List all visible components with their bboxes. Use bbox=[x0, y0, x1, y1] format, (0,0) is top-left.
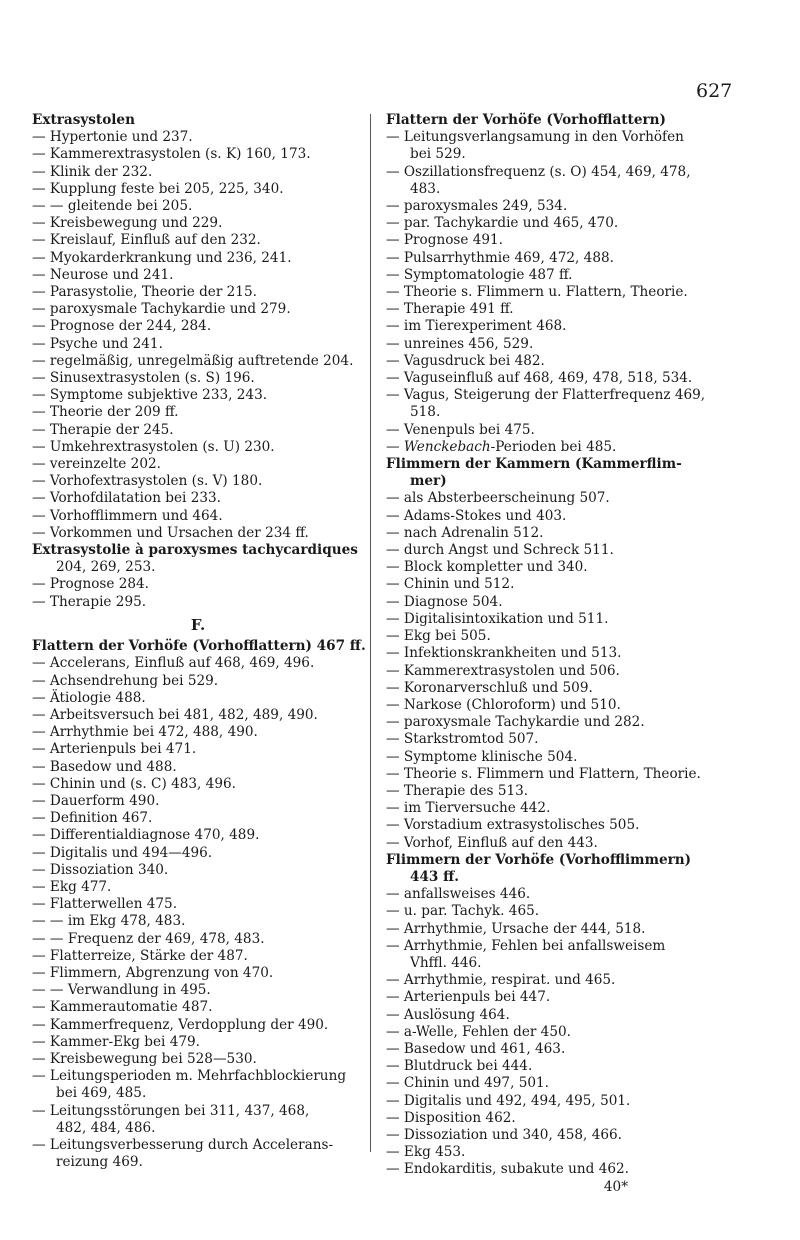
index-entry: — im Tierexperiment 468. bbox=[386, 318, 567, 335]
index-entry: — Definition 467. bbox=[32, 810, 153, 827]
index-entry: — Basedow und 461, 463. bbox=[386, 1040, 566, 1057]
index-entry: — Vorhofextrasystolen (s. V) 180. bbox=[32, 473, 263, 490]
index-heading: Extrasystolen bbox=[32, 112, 135, 128]
index-entry: — Vorhof, Einfluß auf den 443. bbox=[386, 834, 598, 851]
index-entry: — Pulsarrhythmie 469, 472, 488. bbox=[386, 249, 614, 266]
index-entry: — Kupplung feste bei 205, 225, 340. bbox=[32, 180, 284, 197]
index-entry-continuation: 518. bbox=[410, 404, 441, 421]
index-entry: — vereinzelte 202. bbox=[32, 456, 161, 473]
index-entry: — Arrhythmie bei 472, 488, 490. bbox=[32, 724, 258, 741]
index-entry: — Vorkommen und Ursachen der 234 ff. bbox=[32, 524, 309, 541]
index-heading-continuation: mer) bbox=[410, 473, 447, 490]
index-entry: — Disposition 462. bbox=[386, 1109, 516, 1126]
index-entry: — Dissoziation und 340, 458, 466. bbox=[386, 1126, 622, 1143]
index-entry: — Venenpuls bei 475. bbox=[386, 421, 535, 438]
index-entry: — Therapie der 245. bbox=[32, 421, 174, 438]
index-entry: — Theorie s. Flimmern und Flattern, Theorie. bbox=[386, 765, 701, 782]
index-entry: — — Verwandlung in 495. bbox=[32, 982, 211, 999]
index-entry: — a-Welle, Fehlen der 450. bbox=[386, 1023, 571, 1040]
index-entry: — Differentialdiagnose 470, 489. bbox=[32, 827, 260, 844]
index-heading: Flattern der Vorhöfe (Vorhofflattern) 467 ff. bbox=[32, 638, 366, 655]
index-entry: — Digitalis und 494—496. bbox=[32, 844, 213, 861]
index-entry: — anfallsweises 446. bbox=[386, 886, 531, 903]
index-entry: — Parasystolie, Theorie der 215. bbox=[32, 284, 257, 301]
index-entry: — Starkstromtod 507. bbox=[386, 731, 539, 748]
index-entry: — Umkehrextrasystolen (s. U) 230. bbox=[32, 438, 275, 455]
index-entry: — Arbeitsversuch bei 481, 482, 489, 490. bbox=[32, 706, 318, 723]
index-entry: — — im Ekg 478, 483. bbox=[32, 913, 186, 930]
index-entry: — im Tierversuche 442. bbox=[386, 800, 551, 817]
index-heading-continuation: 443 ff. bbox=[410, 868, 459, 885]
index-entry: — Chinin und (s. C) 483, 496. bbox=[32, 775, 236, 792]
index-entry: — Ekg 453. bbox=[386, 1144, 466, 1161]
index-entry: — Therapie 491 ff. bbox=[386, 301, 514, 318]
index-entry: — Psyche und 241. bbox=[32, 335, 163, 352]
index-entry: — Digitalis und 492, 494, 495, 501. bbox=[386, 1092, 631, 1109]
index-entry: — Kammer-Ekg bei 479. bbox=[32, 1033, 200, 1050]
index-entry: — Achsendrehung bei 529. bbox=[32, 672, 219, 689]
index-entry: — Infektionskrankheiten und 513. bbox=[386, 645, 622, 662]
index-entry: — Flatterwellen 475. bbox=[32, 896, 178, 913]
index-entry: — Kammerfrequenz, Verdopplung der 490. bbox=[32, 1016, 329, 1033]
index-entry: — Prognose 491. bbox=[386, 232, 503, 249]
index-entry: — Blutdruck bei 444. bbox=[386, 1058, 533, 1075]
page-number: 627 bbox=[696, 80, 733, 102]
index-entry: — durch Angst und Schreck 511. bbox=[386, 542, 614, 559]
index-entry: — Flimmern, Abgrenzung von 470. bbox=[32, 964, 274, 981]
index-entry: — Digitalisintoxikation und 511. bbox=[386, 610, 609, 627]
index-entry: — unreines 456, 529. bbox=[386, 335, 534, 352]
index-entry-continuation: 482, 484, 486. bbox=[56, 1119, 156, 1136]
index-entry: — Theorie s. Flimmern u. Flattern, Theorie. bbox=[386, 284, 688, 301]
index-entry: — Vorhofflimmern und 464. bbox=[32, 507, 223, 524]
index-entry: — paroxysmale Tachykardie und 279. bbox=[32, 301, 291, 318]
index-entry: — Wenckebach-Perioden bei 485. bbox=[386, 438, 617, 455]
index-entry: — Theorie der 209 ff. bbox=[32, 404, 179, 421]
index-entry: — Chinin und 512. bbox=[386, 576, 515, 593]
index-heading: Flimmern der Kammern (Kammerflim- bbox=[386, 456, 682, 473]
index-entry: — Adams-Stokes und 403. bbox=[386, 507, 567, 524]
index-entry: — Neurose und 241. bbox=[32, 266, 174, 283]
index-entry: — Symptome subjektive 233, 243. bbox=[32, 387, 268, 404]
index-entry: — Dauerform 490. bbox=[32, 792, 160, 809]
index-entry: — Kammerautomatie 487. bbox=[32, 999, 213, 1016]
index-entry: — Vagusdruck bei 482. bbox=[386, 352, 545, 369]
index-entry: — Kreisbewegung bei 528—530. bbox=[32, 1050, 257, 1067]
index-entry-continuation: 204, 269, 253. bbox=[56, 559, 156, 576]
index-entry: — Narkose (Chloroform) und 510. bbox=[386, 696, 621, 713]
index-entry: — Ekg 477. bbox=[32, 878, 112, 895]
index-entry-continuation: 483. bbox=[410, 180, 441, 197]
printer-signature: 40* bbox=[603, 1178, 628, 1195]
index-entry: — Kreislauf, Einfluß auf den 232. bbox=[32, 232, 261, 249]
index-entry: — Basedow und 488. bbox=[32, 758, 177, 775]
index-heading: Flimmern der Vorhöfe (Vorhofflimmern) bbox=[386, 851, 692, 868]
index-entry: — Kammerextrasystolen (s. K) 160, 173. bbox=[32, 146, 311, 163]
index-entry: — Oszillationsfrequenz (s. O) 454, 469, 478, bbox=[386, 163, 691, 180]
index-entry: — Vagus, Steigerung der Flatterfrequenz 469, bbox=[386, 387, 706, 404]
index-entry: — Therapie des 513. bbox=[386, 782, 529, 799]
index-entry: — Myokarderkrankung und 236, 241. bbox=[32, 249, 292, 266]
index-entry: — Leitungsverlangsamung in den Vorhöfen bbox=[386, 129, 684, 146]
index-column-right bbox=[386, 112, 718, 1196]
index-entry: — u. par. Tachyk. 465. bbox=[386, 903, 540, 920]
index-entry-continuation: reizung 469. bbox=[56, 1154, 143, 1171]
index-entry: — Arterienpuls bei 471. bbox=[32, 741, 197, 758]
index-heading: Extrasystolie à paroxysmes tachycardiques bbox=[32, 542, 358, 559]
index-entry: — Therapie 295. bbox=[32, 593, 147, 610]
index-entry: — Arterienpuls bei 447. bbox=[386, 989, 551, 1006]
index-entry: — Klinik der 232. bbox=[32, 163, 153, 180]
index-entry: — Block kompletter und 340. bbox=[386, 559, 588, 576]
index-entry: — Sinusextrasystolen (s. S) 196. bbox=[32, 370, 255, 387]
index-entry: — par. Tachykardie und 465, 470. bbox=[386, 215, 619, 232]
index-entry: — paroxysmale Tachykardie und 282. bbox=[386, 714, 645, 731]
index-entry: — Flatterreize, Stärke der 487. bbox=[32, 947, 248, 964]
index-entry: — nach Adrenalin 512. bbox=[386, 524, 544, 541]
index-entry: — Symptome klinische 504. bbox=[386, 748, 578, 765]
index-heading: Flattern der Vorhöfe (Vorhofflattern) bbox=[386, 112, 666, 128]
index-entry: — Prognose der 244, 284. bbox=[32, 318, 212, 335]
index-entry: — Prognose 284. bbox=[32, 576, 149, 593]
index-entry: — Leitungsstörungen bei 311, 437, 468, bbox=[32, 1102, 310, 1119]
index-column-left bbox=[32, 112, 364, 1171]
index-entry: — Kammerextrasystolen und 506. bbox=[386, 662, 620, 679]
index-entry: — Arrhythmie, Ursache der 444, 518. bbox=[386, 920, 646, 937]
index-entry: — Chinin und 497, 501. bbox=[386, 1075, 549, 1092]
index-entry: — als Absterbeerscheinung 507. bbox=[386, 490, 610, 507]
index-entry: — paroxysmales 249, 534. bbox=[386, 198, 568, 215]
index-entry: — Vorhofdilatation bei 233. bbox=[32, 490, 221, 507]
index-entry: — Koronarverschluß und 509. bbox=[386, 679, 593, 696]
index-entry: — Vaguseinfluß auf 468, 469, 478, 518, 534. bbox=[386, 370, 693, 387]
index-entry: — Endokarditis, subakute und 462. bbox=[386, 1161, 629, 1178]
column-divider bbox=[370, 114, 371, 1152]
index-entry: — Arrhythmie, Fehlen bei anfallsweisem bbox=[386, 937, 666, 954]
index-entry: — Hypertonie und 237. bbox=[32, 129, 193, 146]
index-entry: — Kreisbewegung und 229. bbox=[32, 215, 223, 232]
section-letter: F. bbox=[190, 615, 206, 634]
index-entry: — Leitungsperioden m. Mehrfachblockierung bbox=[32, 1068, 347, 1085]
index-entry: — — gleitende bei 205. bbox=[32, 198, 193, 215]
index-entry: — Vorstadium extrasystolisches 505. bbox=[386, 817, 640, 834]
index-entry: — Auslösung 464. bbox=[386, 1006, 510, 1023]
index-entry-continuation: bei 529. bbox=[410, 146, 466, 163]
index-entry: — Leitungsverbesserung durch Accelerans- bbox=[32, 1136, 334, 1153]
index-entry: — Symptomatologie 487 ff. bbox=[386, 266, 573, 283]
index-entry: — — Frequenz der 469, 478, 483. bbox=[32, 930, 265, 947]
index-entry: — Ätiologie 488. bbox=[32, 689, 146, 706]
index-entry-continuation: Vhffl. 446. bbox=[410, 954, 482, 971]
index-entry: — Ekg bei 505. bbox=[386, 628, 491, 645]
index-entry: — Arrhythmie, respirat. und 465. bbox=[386, 972, 616, 989]
index-entry-continuation: bei 469, 485. bbox=[56, 1085, 147, 1102]
index-entry: — Dissoziation 340. bbox=[32, 861, 169, 878]
index-entry: — regelmäßig, unregelmäßig auftretende 204. bbox=[32, 352, 354, 369]
index-entry: — Diagnose 504. bbox=[386, 593, 503, 610]
index-entry: — Accelerans, Einfluß auf 468, 469, 496. bbox=[32, 655, 315, 672]
